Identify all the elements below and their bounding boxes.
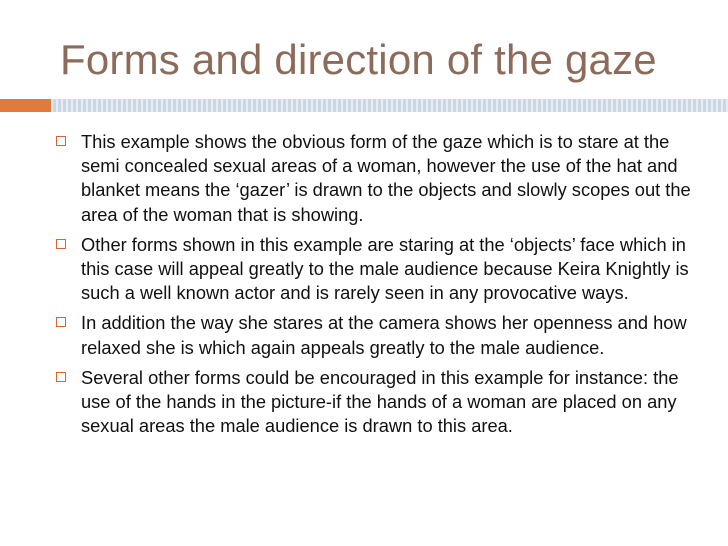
list-item xyxy=(0,233,728,306)
bullet-text: This example shows the obvious form of the gaze which is to stare at the semi concealed sexual areas of a woman, however the use of the hat and blanket means the ‘gazer’ is drawn to the objects and slowly scopes out the area of the woman that is showing. xyxy=(81,131,691,225)
square-bullet-icon xyxy=(56,372,66,382)
square-bullet-icon xyxy=(56,239,66,249)
bullet-list xyxy=(0,130,728,444)
title-divider-bar xyxy=(51,99,728,112)
square-bullet-icon xyxy=(56,136,66,146)
list-item xyxy=(0,311,728,359)
title-accent-bar xyxy=(0,99,51,112)
bullet-text: Several other forms could be encouraged in this example for instance: the use of the hands in the picture-if the hands of a woman are placed on any sexual areas the male audience is drawn to this area. xyxy=(81,366,679,437)
bullet-text: Other forms shown in this example are staring at the ‘objects’ face which in this case will appeal greatly to the male audience because Keira Knightly is such a well known actor and is rarely seen in any provocative ways. xyxy=(81,233,689,304)
list-item xyxy=(0,130,728,227)
bullet-text: In addition the way she stares at the camera shows her openness and how relaxed she is which again appeals greatly to the male audience. xyxy=(81,312,687,358)
list-item xyxy=(0,366,728,439)
square-bullet-icon xyxy=(56,317,66,327)
slide-title: Forms and direction of the gaze xyxy=(60,36,657,83)
